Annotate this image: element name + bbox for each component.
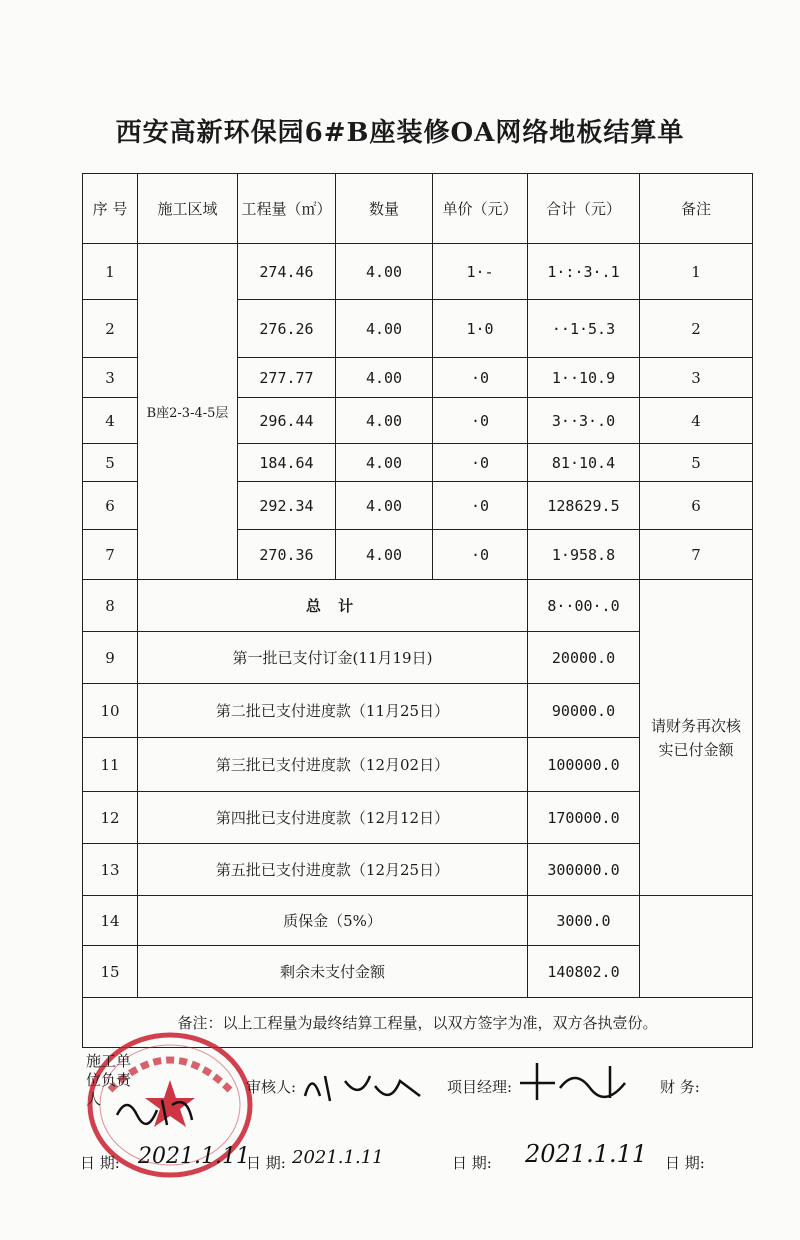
row-count: 4.00 [336, 530, 433, 580]
header-row [83, 174, 753, 244]
row-total: ··1·5.3 [528, 300, 640, 358]
total-value: 8··00·.0 [528, 580, 640, 632]
row-total: 3··3·.0 [528, 398, 640, 444]
document-title: 西安高新环保园6#B座装修OA网络地板结算单 [115, 118, 685, 148]
row-count: 4.00 [336, 398, 433, 444]
row-note: 5 [640, 444, 753, 482]
row-count: 4.00 [336, 444, 433, 482]
header-area: 施工区域 [138, 174, 238, 244]
row-price: ·0 [433, 398, 528, 444]
manager-label: 项目经理: [447, 1078, 513, 1096]
row-total: 1·958.8 [528, 530, 640, 580]
row-price: ·0 [433, 444, 528, 482]
header-no: 序 号 [83, 174, 138, 244]
row-count: 4.00 [336, 358, 433, 398]
row-note: 2 [640, 300, 753, 358]
payment-value: 170000.0 [528, 792, 640, 844]
remaining-value: 140802.0 [528, 946, 640, 998]
payment-value: 20000.0 [528, 632, 640, 684]
total-row [83, 580, 753, 632]
row-no: 11 [83, 738, 138, 792]
payments-note: 请财务再次核实已付金额 [640, 580, 753, 896]
row-price: ·0 [433, 358, 528, 398]
total-label: 总 计 [138, 580, 528, 632]
table-row [83, 244, 753, 300]
header-remark: 备注 [640, 174, 753, 244]
date-1: 2021.1.11 [138, 1144, 250, 1169]
payment-label: 第四批已支付进度款（12月12日） [138, 792, 528, 844]
payment-value: 300000.0 [528, 844, 640, 896]
row-qty: 184.64 [238, 444, 336, 482]
payment-label: 第二批已支付进度款（11月25日） [138, 684, 528, 738]
contractor-label: 施工单 位负责 人 [86, 1052, 132, 1108]
date-label-3: 日 期: [452, 1154, 492, 1172]
row-no: 14 [83, 896, 138, 946]
row-no: 10 [83, 684, 138, 738]
row-no: 9 [83, 632, 138, 684]
header-count: 数量 [336, 174, 433, 244]
row-no: 8 [83, 580, 138, 632]
row-no: 2 [83, 300, 138, 358]
row-qty: 276.26 [238, 300, 336, 358]
footnote: 备注：以上工程量为最终结算工程量，以双方签字为准，双方各执壹份。 [83, 998, 753, 1048]
blank-note-cell [640, 896, 753, 998]
area-cell: B座2-3-4-5层 [138, 244, 238, 580]
manager-signature-icon [515, 1058, 635, 1102]
header-price: 单价（元） [433, 174, 528, 244]
row-qty: 270.36 [238, 530, 336, 580]
deposit-label: 质保金（5%） [138, 896, 528, 946]
row-no: 12 [83, 792, 138, 844]
deposit-row [83, 896, 753, 946]
row-price: 1·0 [433, 300, 528, 358]
settlement-table [82, 173, 753, 1048]
header-total: 合计（元） [528, 174, 640, 244]
row-note: 1 [640, 244, 753, 300]
row-no: 13 [83, 844, 138, 896]
payment-value: 100000.0 [528, 738, 640, 792]
row-total: 81·10.4 [528, 444, 640, 482]
row-qty: 277.77 [238, 358, 336, 398]
row-count: 4.00 [336, 244, 433, 300]
header-quantity: 工程量（㎡） [238, 174, 336, 244]
row-total: 1·:·3·.1 [528, 244, 640, 300]
payment-value: 90000.0 [528, 684, 640, 738]
reviewer-signature-icon [300, 1066, 430, 1108]
contractor-signature-icon [112, 1090, 202, 1130]
payment-label: 第三批已支付进度款（12月02日） [138, 738, 528, 792]
date-label-4: 日 期: [665, 1154, 705, 1172]
row-note: 7 [640, 530, 753, 580]
row-count: 4.00 [336, 482, 433, 530]
date-label-1: 日 期: [80, 1154, 120, 1172]
row-no: 5 [83, 444, 138, 482]
row-no: 15 [83, 946, 138, 998]
row-no: 4 [83, 398, 138, 444]
payment-label: 第一批已支付订金(11月19日) [138, 632, 528, 684]
row-no: 6 [83, 482, 138, 530]
row-note: 6 [640, 482, 753, 530]
finance-label: 财 务: [660, 1078, 700, 1096]
date-label-2: 日 期: [246, 1154, 286, 1172]
date-2: 2021.1.11 [292, 1147, 384, 1168]
row-qty: 274.46 [238, 244, 336, 300]
row-qty: 292.34 [238, 482, 336, 530]
deposit-value: 3000.0 [528, 896, 640, 946]
row-total: 128629.5 [528, 482, 640, 530]
row-total: 1··10.9 [528, 358, 640, 398]
row-no: 3 [83, 358, 138, 398]
row-qty: 296.44 [238, 398, 336, 444]
date-3: 2021.1.11 [525, 1140, 648, 1168]
row-no: 7 [83, 530, 138, 580]
reviewer-label: 审核人: [246, 1078, 297, 1096]
row-count: 4.00 [336, 300, 433, 358]
remaining-label: 剩余未支付金额 [138, 946, 528, 998]
row-no: 1 [83, 244, 138, 300]
payment-label: 第五批已支付进度款（12月25日） [138, 844, 528, 896]
row-price: ·0 [433, 482, 528, 530]
row-note: 4 [640, 398, 753, 444]
row-price: ·0 [433, 530, 528, 580]
row-price: 1·- [433, 244, 528, 300]
row-note: 3 [640, 358, 753, 398]
